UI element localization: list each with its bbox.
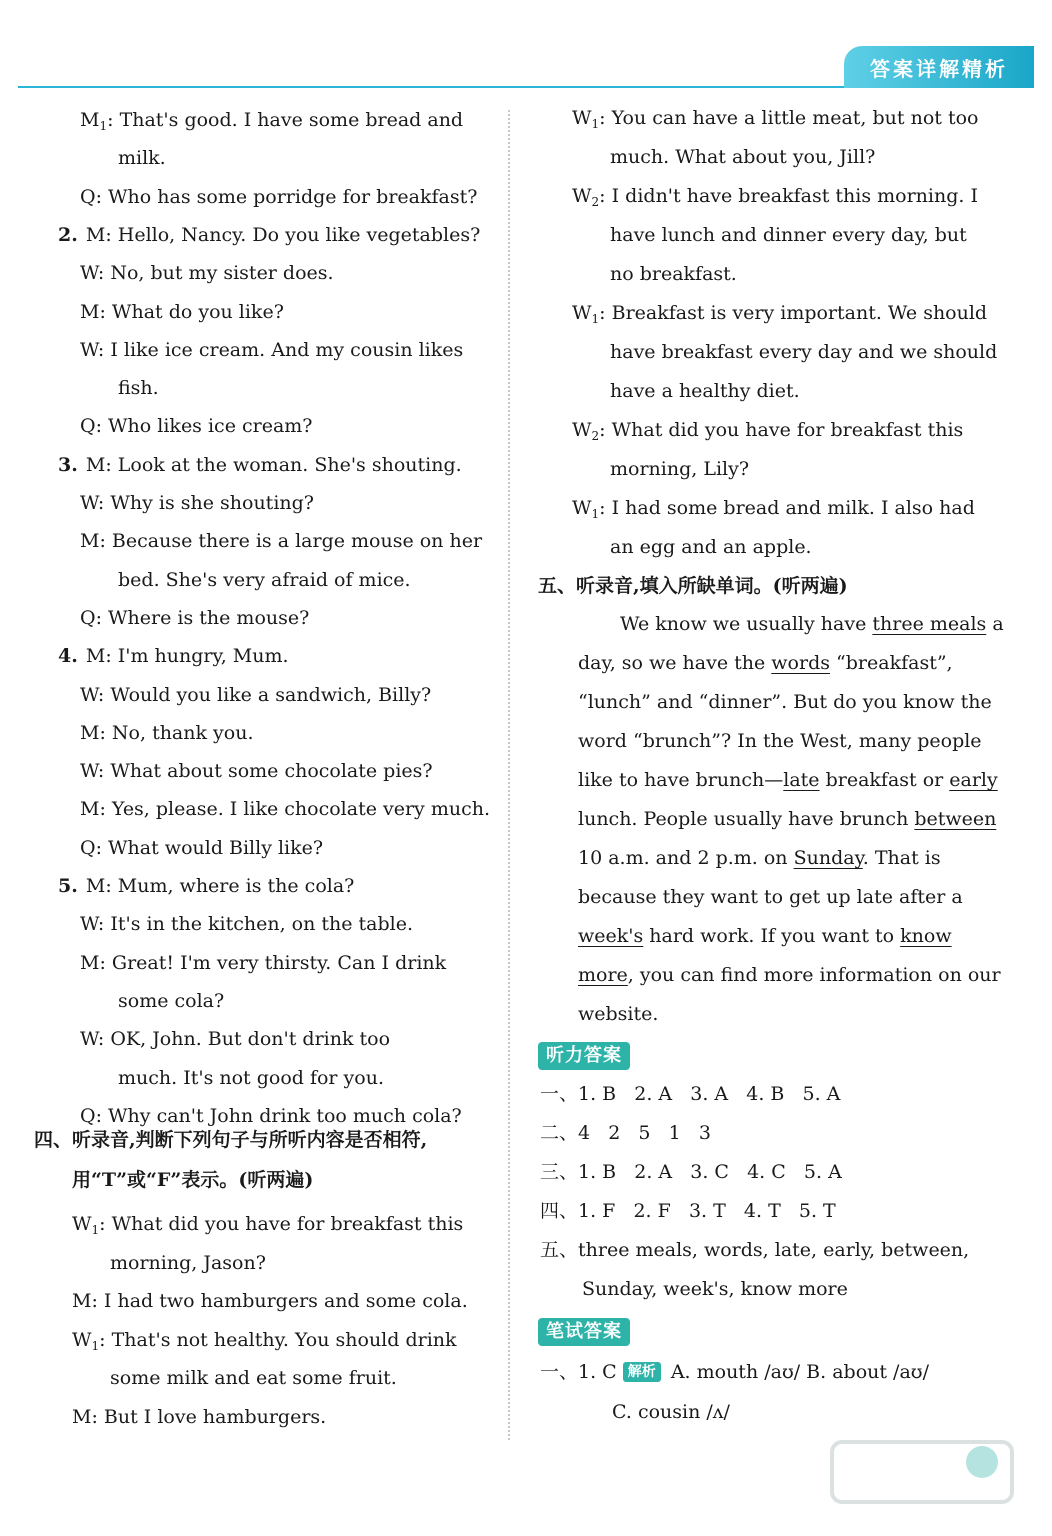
filled-blank: late [783, 769, 820, 791]
speaker-subscript: 1 [99, 119, 108, 133]
answer-row: Sunday, week's, know more [582, 1278, 848, 1300]
speaker-colon: : [95, 606, 109, 629]
speaker-label: W [572, 497, 592, 519]
dialog-line [610, 262, 737, 286]
speaker-colon: : [97, 262, 111, 285]
dialog-text: Would you like a sandwich, Billy? [110, 683, 432, 706]
dialog-text: OK, John. But don't drink too [110, 1028, 391, 1051]
speaker-colon: : [97, 1028, 111, 1051]
speaker-colon: : [105, 453, 118, 476]
answer-row: 一、1. B 2. A 3. A 4. B 5. A [540, 1083, 841, 1105]
written-answer-1-prefix: 一、1. C [540, 1361, 617, 1383]
dialog-text: I like ice cream. And my cousin likes [110, 338, 464, 361]
dialog-line [72, 1328, 457, 1358]
speaker-label: W [572, 302, 592, 324]
speaker-subscript: 2 [591, 195, 600, 209]
dialog-text: I didn't have breakfast this morning. I [611, 185, 978, 207]
dialog-line [110, 1251, 266, 1275]
speaker-label: M [80, 798, 100, 821]
speaker-colon: : [599, 419, 612, 441]
dialog-text: have lunch and dinner every day, but [610, 224, 967, 246]
speaker-subscript: 1 [591, 507, 600, 521]
answer-row: 五、three meals, words, late, early, between, [540, 1239, 970, 1261]
dialog-line [80, 721, 254, 745]
filled-blank: know [900, 925, 952, 947]
speaker-colon: : [105, 645, 118, 668]
speaker-colon: : [99, 798, 112, 821]
dialog-line [80, 606, 309, 630]
speaker-colon: : [91, 1406, 104, 1428]
dialog-line [118, 376, 159, 400]
dialog-line [572, 418, 963, 448]
speaker-colon: : [99, 951, 112, 974]
speaker-colon: : [599, 302, 612, 324]
passage-line [578, 807, 996, 831]
speaker-colon: : [99, 1328, 112, 1351]
dialog-text: some cola? [118, 989, 225, 1012]
dialog-text: I had two hamburgers and some cola. [103, 1290, 468, 1313]
dialog-text: fish. [118, 377, 159, 400]
passage-text: “breakfast”, [830, 652, 953, 674]
answer-row: 四、1. F 2. F 3. T 4. T 5. T [540, 1200, 836, 1222]
speaker-label: Q [80, 415, 96, 438]
dialog-line [80, 759, 433, 783]
dialog-text: Look at the woman. She's shouting. [117, 453, 462, 476]
speaker-label: Q [80, 606, 96, 629]
dialog-line [610, 223, 967, 247]
passage-text: We know we usually have [620, 613, 873, 635]
speaker-colon: : [97, 760, 111, 783]
passage-line [578, 1002, 658, 1026]
speaker-colon: : [599, 107, 612, 129]
dialog-text: morning, Jason? [110, 1251, 266, 1274]
dialog-text: no breakfast. [610, 263, 737, 285]
passage-line [578, 651, 953, 675]
speaker-colon: : [95, 415, 109, 438]
speaker-colon: : [99, 300, 112, 323]
speaker-colon: : [599, 497, 612, 519]
passage-text: . That is [862, 847, 941, 869]
passage-text: website. [578, 1003, 659, 1025]
dialog-text: What did you have for breakfast this [611, 419, 964, 441]
filled-blank: early [949, 769, 998, 791]
speaker-subscript: 1 [91, 1223, 100, 1237]
dialog-text: much. It's not good for you. [118, 1066, 384, 1089]
dialog-text: No, thank you. [111, 721, 254, 744]
speaker-label: Q [80, 1104, 96, 1127]
filled-blank: Sunday [793, 847, 863, 869]
filled-blank: words [771, 652, 830, 674]
written-answer-1-line2: C. cousin /ʌ/ [612, 1401, 730, 1423]
speaker-label: W [572, 419, 592, 441]
filled-blank: between [914, 808, 997, 830]
dialog-line [80, 912, 413, 936]
speaker-label: W [80, 1028, 98, 1051]
speaker-label: M [80, 530, 100, 553]
speaker-label: W [72, 1328, 92, 1351]
dialog-line [58, 644, 289, 668]
dialog-line [118, 1066, 384, 1090]
dialog-text: But I love hamburgers. [103, 1406, 327, 1428]
dialog-text: No, but my sister does. [110, 262, 334, 285]
dialog-line [110, 1366, 397, 1390]
passage-text: , you can find more information on our [627, 964, 1001, 986]
passage-text: a [986, 613, 1004, 635]
dialog-text: have a healthy diet. [610, 380, 800, 402]
dialog-text: morning, Lily? [610, 458, 750, 480]
dialog-line [80, 529, 482, 553]
speaker-label: Q [80, 836, 96, 859]
section-4-title-line1: 四、听录音,判断下列句子与所听内容是否相符, [34, 1129, 428, 1151]
dialog-text: What did you have for breakfast this [111, 1213, 464, 1235]
speaker-label: W [80, 913, 98, 936]
dialog-text: Yes, please. I like chocolate very much. [111, 798, 490, 821]
dialog-text: What about some chocolate pies? [110, 760, 433, 783]
written-answer-1-text: A. mouth /aʊ/ B. about /aʊ/ [670, 1361, 929, 1383]
passage-line [578, 690, 992, 714]
dialog-text: I'm hungry, Mum. [117, 645, 289, 668]
dialog-line [72, 1212, 463, 1242]
dialog-line [118, 568, 411, 592]
dialog-text: You can have a little meat, but not too [611, 107, 979, 129]
dialog-text: milk. [118, 147, 166, 170]
dialog-line [80, 836, 323, 860]
item-number: 3. [58, 453, 78, 476]
speaker-colon: : [91, 1290, 104, 1313]
dialog-text: Who has some porridge for breakfast? [108, 185, 478, 208]
speaker-label: M [85, 223, 106, 246]
passage-line [578, 885, 963, 909]
dialog-text: much. What about you, Jill? [610, 146, 876, 168]
speaker-label: M [85, 875, 106, 897]
speaker-label: W [80, 492, 98, 514]
speaker-colon: : [99, 1213, 112, 1235]
dialog-text: Great! I'm very thirsty. Can I drink [111, 951, 447, 974]
speaker-subscript: 1 [591, 117, 600, 131]
dialog-line [610, 379, 800, 403]
dialog-line [80, 683, 431, 707]
dialog-line [80, 261, 334, 285]
speaker-label: M [85, 453, 106, 476]
speaker-label: M [85, 645, 106, 668]
dialog-line [58, 874, 354, 898]
filled-blank: three meals [872, 613, 987, 635]
speaker-colon: : [99, 721, 112, 744]
passage-text: hard work. If you want to [643, 925, 901, 947]
dialog-text: I had some bread and milk. I also had [611, 497, 975, 519]
speaker-subscript: 2 [591, 429, 600, 443]
listening-answers-badge: 听力答案 [538, 1042, 630, 1070]
dialog-line [72, 1289, 468, 1313]
dialog-line [610, 535, 812, 559]
speaker-colon: : [95, 836, 109, 859]
dialog-line [610, 145, 875, 169]
column-divider [508, 110, 510, 1440]
passage-text: “lunch” and “dinner”. But do you know the [578, 691, 992, 713]
speaker-label: W [80, 262, 98, 285]
speaker-colon: : [599, 185, 612, 207]
speaker-label: M [80, 300, 100, 323]
passage-text: word “brunch”? In the West, many people [578, 730, 982, 752]
dialog-line [118, 989, 224, 1013]
speaker-label: W [72, 1213, 92, 1235]
passage-line [578, 768, 998, 792]
dialog-text: Breakfast is very important. We should [611, 302, 988, 324]
dialog-text: That's good. I have some bread and [119, 109, 464, 131]
dialog-line [572, 301, 987, 331]
speaker-label: W [80, 338, 98, 361]
speaker-label: W [572, 185, 592, 207]
dialog-line [80, 300, 284, 324]
passage-line [578, 729, 982, 753]
dialog-line [80, 1104, 462, 1128]
item-number: 5. [58, 875, 78, 897]
dialog-line [572, 106, 978, 136]
section-5-title: 五、听录音,填入所缺单词。(听两遍) [538, 575, 848, 597]
passage-text: lunch. People usually have brunch [578, 808, 915, 830]
dialog-text: Why can't John drink too much cola? [108, 1104, 462, 1127]
item-number: 4. [58, 645, 78, 668]
dialog-line [80, 797, 490, 821]
speaker-colon: : [105, 875, 118, 897]
speaker-colon: : [105, 223, 118, 246]
speaker-label: M [80, 951, 100, 974]
passage-text: 10 a.m. and 2 p.m. on [578, 847, 794, 869]
dialog-line [572, 496, 975, 526]
header-rule [18, 86, 918, 88]
passage-line [578, 846, 941, 870]
speaker-colon: : [97, 683, 111, 706]
speaker-label: M [72, 1406, 92, 1428]
dialog-line [72, 1405, 326, 1429]
speaker-colon: : [95, 1104, 109, 1127]
dialog-line [80, 414, 312, 438]
speaker-label: W [80, 760, 98, 783]
dialog-line [80, 491, 314, 515]
speaker-colon: : [97, 492, 111, 514]
dialog-line [118, 146, 166, 170]
speaker-label: M [80, 721, 100, 744]
speaker-label: Q [80, 185, 96, 208]
dialog-text: Where is the mouse? [108, 606, 310, 629]
dialog-line [80, 108, 463, 138]
dialog-text: That's not healthy. You should drink [111, 1328, 457, 1351]
passage-text: breakfast or [819, 769, 950, 791]
speaker-subscript: 1 [91, 1338, 100, 1353]
speaker-label: W [572, 107, 592, 129]
speaker-subscript: 1 [591, 312, 600, 326]
speaker-colon: : [97, 338, 111, 361]
dialog-text: some milk and eat some fruit. [110, 1367, 397, 1390]
dialog-text: What do you like? [111, 300, 284, 323]
filled-blank: more [578, 964, 628, 986]
passage-text: because they want to get up late after a [578, 886, 963, 908]
item-number: 2. [58, 223, 78, 246]
passage-line [578, 963, 1001, 987]
speaker-colon: : [107, 109, 120, 131]
dialog-text: Mum, where is the cola? [117, 875, 355, 897]
passage-line [620, 612, 1004, 636]
dialog-text: It's in the kitchen, on the table. [110, 913, 414, 936]
dialog-line [80, 338, 463, 362]
section-4-title-line2: 用“T”或“F”表示。(听两遍) [72, 1169, 314, 1191]
dialog-text: Who likes ice cream? [108, 415, 313, 438]
dialog-text: What would Billy like? [108, 836, 324, 859]
dialog-text: have breakfast every day and we should [610, 341, 998, 363]
passage-line [578, 924, 952, 948]
dialog-text: an egg and an apple. [610, 536, 812, 558]
written-answers-badge: 笔试答案 [538, 1318, 630, 1346]
dialog-line [610, 340, 997, 364]
speaker-colon: : [99, 530, 112, 553]
dialog-text: Hello, Nancy. Do you like vegetables? [117, 223, 481, 246]
answer-row: 二、4 2 5 1 3 [540, 1122, 711, 1144]
passage-text: like to have brunch— [578, 769, 784, 791]
dialog-text: Why is she shouting? [110, 492, 314, 514]
speaker-colon: : [97, 913, 111, 936]
dialog-line [58, 453, 462, 477]
jiexi-tag: 解析 [623, 1362, 661, 1382]
dialog-line [572, 184, 978, 214]
dialog-line [80, 951, 446, 975]
speaker-label: M [80, 109, 100, 131]
speaker-label: W [80, 683, 98, 706]
watermark-logo [822, 1422, 1022, 1522]
dialog-line [80, 1027, 390, 1051]
speaker-colon: : [95, 185, 109, 208]
speaker-label: M [72, 1290, 92, 1313]
answer-row: 三、1. B 2. A 3. C 4. C 5. A [540, 1161, 842, 1183]
header-tab: 答案详解精析 [844, 46, 1034, 88]
passage-text: day, so we have the [578, 652, 772, 674]
dialog-line [80, 185, 477, 209]
dialog-text: Because there is a large mouse on her [111, 530, 483, 553]
dialog-line [58, 223, 480, 247]
written-answer-1 [540, 1360, 929, 1384]
dialog-text: bed. She's very afraid of mice. [118, 568, 411, 591]
filled-blank: week's [578, 925, 644, 947]
dialog-line [610, 457, 749, 481]
